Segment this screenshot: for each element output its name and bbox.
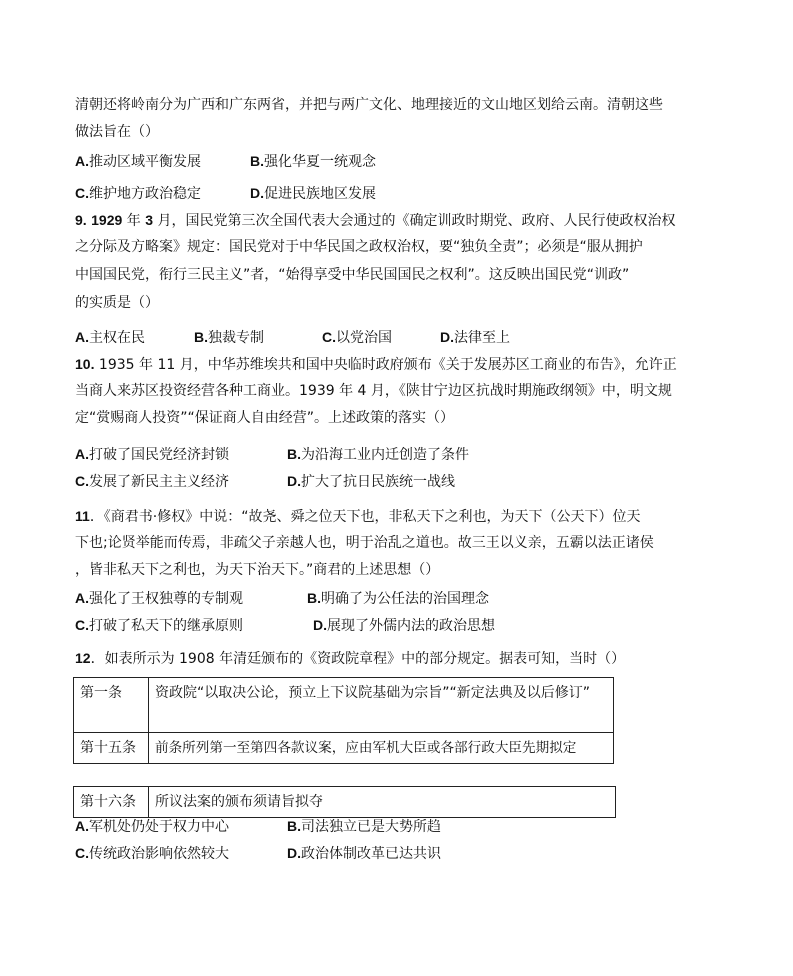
q10-option-c: C.发展了新民主主义经济: [75, 473, 229, 490]
q10-stem-line2: 当商人来苏区投资经营各种工商业。1939 年 4 月，《陕甘宁边区抗战时期施政纲领》中，明文规: [75, 383, 672, 399]
q9-stem-line3: 中国国民党，衔行三民主义”者，“始得享受中华民国国民之权利”。这反映出国民党“训政”: [75, 267, 630, 283]
q10-option-a: A.打破了国民党经济封锁: [75, 446, 229, 463]
q9-stem-line2: 之分际及方略案》规定：国民党对于中华民国之政权治权，要“独负全责”；必须是“服从拥护: [75, 239, 643, 255]
table-cell-article: 第十六条: [74, 787, 149, 818]
q9-option-b: B.独裁专制: [194, 329, 264, 346]
q8-option-b: B.强化华夏一统观念: [250, 153, 376, 170]
table-cell-content: 资政院“以取决公论，预立上下议院基础为宗旨”“新定法典及以后修订”: [149, 678, 614, 733]
q12-option-b: B.司法独立已是大势所趋: [287, 818, 441, 835]
table-row: [74, 787, 616, 818]
q12-option-c: C.传统政治影响依然较大: [75, 845, 229, 862]
table-row: [74, 678, 614, 733]
q9-stem-line4: 的实质是（）: [75, 295, 159, 311]
q12-table: [73, 677, 614, 764]
q11-option-d: D.展现了外儒内法的政治思想: [313, 617, 495, 634]
q9-option-d: D.法律至上: [440, 329, 510, 346]
q8-option-a: A.推动区域平衡发展: [75, 153, 201, 170]
q11-option-c: C.打破了私天下的继承原则: [75, 617, 243, 634]
table-cell-article: 第十五条: [74, 733, 149, 764]
q11-option-a: A.强化了王权独尊的专制观: [75, 590, 243, 607]
q8-option-d: D.促进民族地区发展: [250, 185, 376, 202]
q12-table-continued: [73, 786, 616, 818]
q9-option-a: A.主权在民: [75, 329, 145, 346]
q10-stem-line3: 定“赏赐商人投资”“保证商人自由经营”。上述政策的落实（）: [75, 410, 455, 426]
q10-option-d: D.扩大了抗日民族统一战线: [287, 473, 455, 490]
q11-stem-line3: ，皆非私天下之利也，为天下治天下。”商君的上述思想（）: [75, 562, 440, 578]
q10-stem-line1: 10. 1935 年 11 月，中华苏维埃共和国中央临时政府颁布《关于发展苏区工商业的布告》，允许正: [75, 356, 677, 373]
q12-option-d: D.政治体制改革已达共识: [287, 845, 441, 862]
q8-stem-line1: 清朝还将岭南分为广西和广东两省，并把与两广文化、地理接近的文山地区划给云南。清朝这些: [75, 97, 663, 113]
table-cell-content: 所议法案的颁布须请旨拟夺: [149, 787, 616, 818]
q11-option-b: B.明确了为公任法的治国理念: [307, 590, 489, 607]
table-cell-article: 第一条: [74, 678, 149, 733]
q9-stem-line1: 9. 1929 年 3 月，国民党第三次全国代表大会通过的《确定训政时期党、政府、人民行使政权治权: [75, 212, 676, 229]
q9-option-c: C.以党治国: [322, 329, 392, 346]
q10-option-b: B.为沿海工业内迁创造了条件: [287, 446, 469, 463]
q12-stem: 12．如表所示为 1908 年清廷颁布的《资政院章程》中的部分规定。据表可知，当时（）: [75, 650, 626, 667]
q8-stem-line2: 做法旨在（）: [75, 124, 159, 140]
q8-option-c: C.维护地方政治稳定: [75, 185, 201, 202]
q11-stem-line2: 下也;论贤举能而传焉，非疏父子亲越人也，明于治乱之道也。故三王以义亲，五霸以法正诸侯: [75, 535, 654, 551]
q11-stem-line1: 11．《商君书·修权》中说：“故尧、舜之位天下也，非私天下之利也，为天下（公天下）位天: [75, 508, 641, 525]
table-row: [74, 733, 614, 764]
q12-option-a: A.军机处仍处于权力中心: [75, 818, 229, 835]
table-cell-content: 前条所列第一至第四各款议案，应由军机大臣或各部行政大臣先期拟定: [149, 733, 614, 764]
